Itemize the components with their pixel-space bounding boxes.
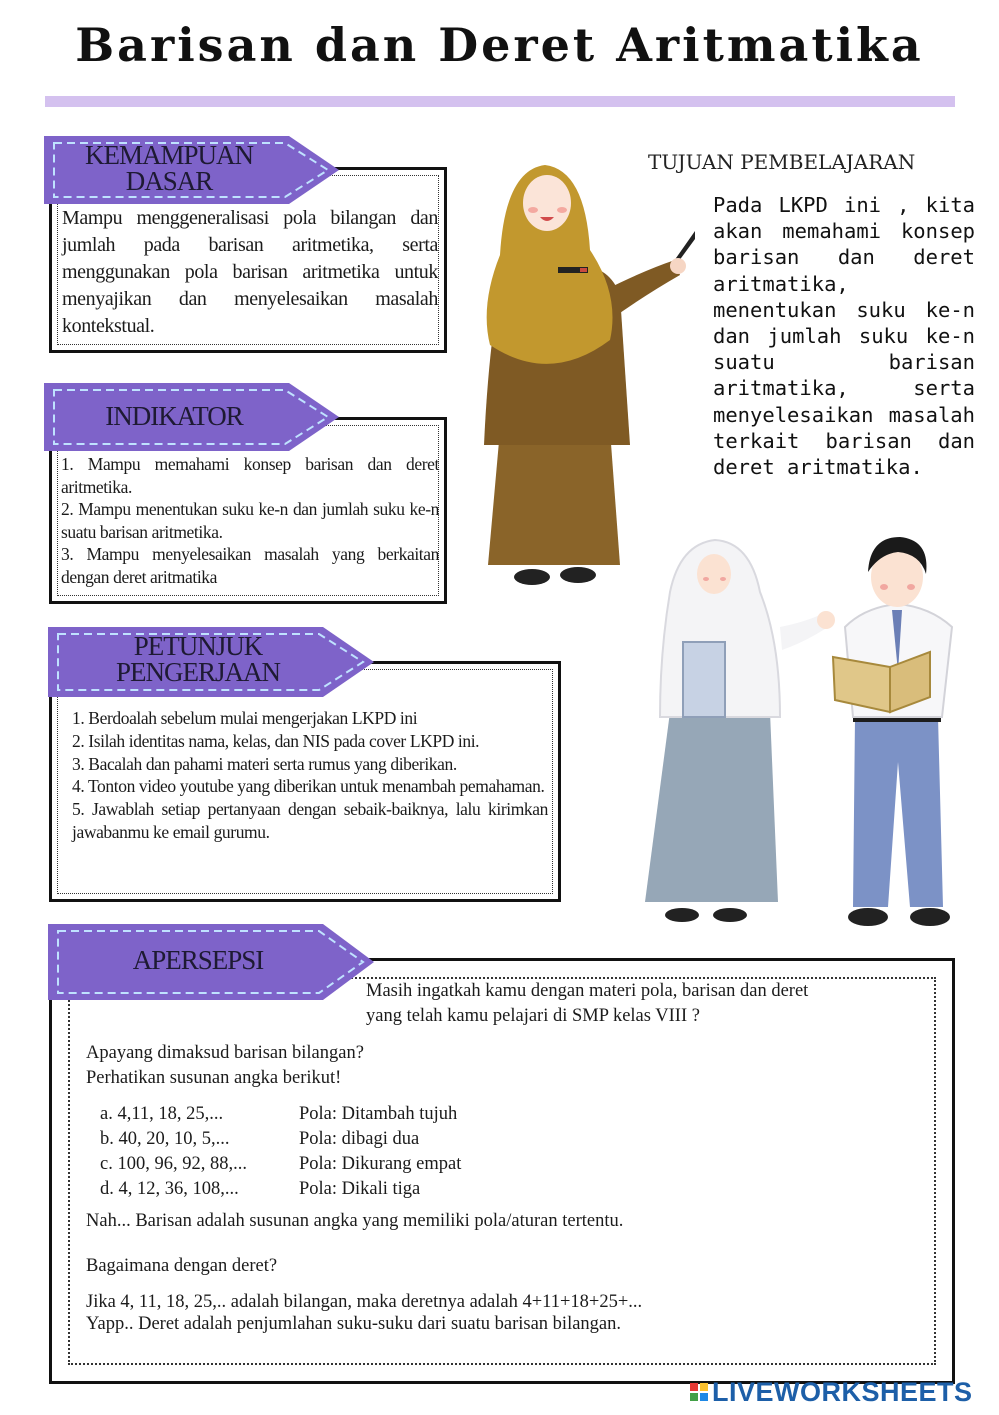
deret-line1: Jika 4, 11, 18, 25,.. adalah bilangan, maka deretnya adalah 4+11+18+25+... [86,1292,643,1312]
liveworksheets-logo [690,1376,973,1408]
teacher-illustration [470,155,695,590]
page-title: Barisan dan Deret Aritmatika [75,18,924,72]
sequence-row [100,1154,247,1175]
petunjuk-item: 1. Berdoalah sebelum mulai mengerjakan LKPD ini [72,708,418,728]
indikator-item: 1. Mampu memahami konsep barisan dan deret aritmetika. [61,454,439,497]
petunjuk-item: 4. Tonton video youtube yang diberikan untuk menambah pemahaman. [72,776,545,797]
barisan-definition: Nah... Barisan adalah susunan angka yang memiliki pola/aturan tertentu. [86,1211,624,1231]
petunjuk-item: 3. Bacalah dan pahami materi serta rumus yang diberikan. [72,753,457,774]
students-illustration [640,532,960,937]
petunjuk-list [72,707,548,844]
pattern-value: Pola: Dikali tiga [299,1179,421,1199]
tujuan-text: Pada LKPD ini , kita akan memahami konsep barisan dan deret aritmatika, menentukan suku ke-n dan jumlah suku ke-n suatu barisan aritmatika, serta menyelesaikan masalah terkait barisan dan deret aritmatika. [713,193,975,480]
sequence-row [100,1129,230,1150]
indikator-item: 3. Mampu menyelesaikan masalah yang berkaitan dengan deret aritmatika [61,544,439,587]
apersepsi-tag [48,922,378,992]
apersepsi-intro-line2: yang telah kamu pelajari di SMP kelas VIII ? [366,1006,700,1026]
pattern-value: Pola: Dikurang empat [299,1154,462,1174]
petunjuk-label-line2: PENGERJAAN [115,657,280,687]
petunjuk-label [68,633,328,685]
sequence-value: a. 4,11, 18, 25,... [100,1104,224,1124]
apersepsi-label: APERSEPSI [132,945,264,975]
kemampuan-tag [44,134,342,204]
kemampuan-text: Mampu menggeneralisasi pola bilangan dan jumlah pada barisan aritmetika, serta menggunakan pola barisan aritmetika untuk menyajikan dan menyelesaikan masalah kontekstual. [62,207,438,337]
apersepsi-intro-line1: Masih ingatkah kamu dengan materi pola, barisan dan deret [366,981,809,1001]
petunjuk-label-line1: PETUNJUK [133,631,263,661]
kemampuan-label [59,142,279,194]
logo-blocks-icon [690,1383,708,1401]
liveworksheets-text: LIVEWORKSHEETS [712,1376,973,1407]
deret-question: Bagaimana dengan deret? [86,1256,278,1276]
deret-line2: Yapp.. Deret adalah penjumlahan suku-suku dari suatu barisan bilangan. [86,1314,622,1334]
petunjuk-item: 5. Jawablah setiap pertanyaan dengan sebaik-baiknya, lalu kirimkan jawabanmu ke email gurumu. [72,799,548,842]
indikator-tag [44,381,342,451]
petunjuk-item: 2. Isilah identitas nama, kelas, dan NIS pada cover LKPD ini. [72,730,480,751]
indikator-item: 2. Mampu menentukan suku ke-n dan jumlah suku ke-n suatu barisan aritmetika. [61,499,439,542]
tujuan-heading: TUJUAN PEMBELAJARAN [648,150,916,174]
indikator-label: INDIKATOR [105,401,243,431]
sequence-row [100,1104,223,1125]
sequence-value: b. 40, 20, 10, 5,... [100,1129,230,1149]
sequence-value: c. 100, 96, 92, 88,... [100,1154,247,1174]
pattern-value: Pola: Ditambah tujuh [299,1104,458,1124]
apersepsi-question2: Perhatikan susunan angka berikut! [86,1068,342,1088]
kemampuan-label-line1: KEMAMPUAN [84,140,254,170]
indikator-list [61,453,439,588]
pattern-value: Pola: dibagi dua [299,1129,420,1149]
sequence-value: d. 4, 12, 36, 108,... [100,1179,239,1199]
sequence-row [100,1179,239,1200]
petunjuk-tag [48,625,378,695]
title-underline [45,96,955,107]
kemampuan-label-line2: DASAR [125,166,213,196]
apersepsi-question1: Apayang dimaksud barisan bilangan? [86,1043,364,1063]
